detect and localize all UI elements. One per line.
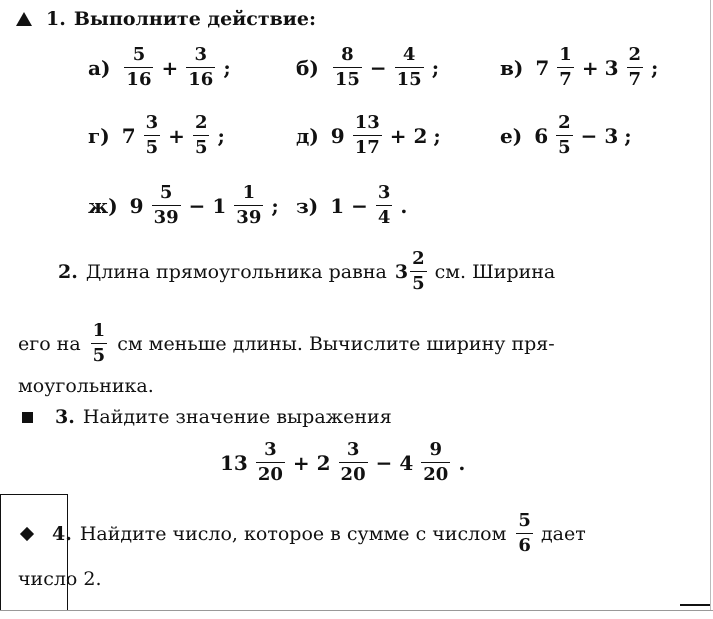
item-label: а) <box>88 55 111 80</box>
fraction <box>395 46 424 89</box>
task1-item <box>500 46 658 89</box>
denominator: 39 <box>153 207 179 228</box>
diamond-marker-icon <box>20 526 34 540</box>
item-label: з) <box>296 193 319 218</box>
operator: − 3 <box>580 123 619 148</box>
fraction <box>556 114 573 157</box>
numerator: 5 <box>132 44 146 65</box>
right-rule <box>710 0 711 610</box>
fraction <box>421 441 450 484</box>
fraction <box>124 46 153 89</box>
denominator: 7 <box>628 69 642 90</box>
task2-whole: 3 <box>394 260 409 283</box>
task1-number: 1. <box>46 8 66 30</box>
task1-title: Выполните действие: <box>73 8 316 30</box>
task1-item <box>88 184 279 227</box>
fraction <box>333 46 362 89</box>
task3-header <box>22 406 392 428</box>
task2-text-d: см меньше длины. Вычислите ширину пря- <box>117 332 555 355</box>
denominator: 17 <box>354 137 380 158</box>
task3-title: Найдите значение выражения <box>82 406 392 428</box>
bottom-rule-right <box>680 604 710 606</box>
operator: + <box>168 123 185 148</box>
whole-part: 9 <box>129 193 144 218</box>
task1-header <box>16 8 316 30</box>
operator: + <box>581 55 599 80</box>
item-end: ; <box>217 123 225 148</box>
operator: 1 − <box>330 193 368 218</box>
numerator: 2 <box>628 44 642 65</box>
fraction <box>193 114 210 157</box>
item-end: ; <box>271 193 279 218</box>
task1-item <box>88 114 225 157</box>
item-end: ; <box>624 123 632 148</box>
numerator: 1 <box>242 182 256 203</box>
denominator: 15 <box>334 69 360 90</box>
task1-item <box>500 114 632 157</box>
numerator: 9 <box>429 439 443 460</box>
item-label: ж) <box>88 193 118 218</box>
numerator: 5 <box>159 182 173 203</box>
task2-text-c: его на <box>18 332 81 355</box>
numerator: 3 <box>145 112 159 133</box>
item-label: б) <box>296 55 319 80</box>
task1-item <box>296 114 441 157</box>
whole-part: 3 <box>604 55 619 80</box>
whole-part: 9 <box>330 123 345 148</box>
numerator: 4 <box>402 44 416 65</box>
fraction <box>256 441 285 484</box>
operator: + 2 <box>292 450 331 475</box>
denominator: 4 <box>377 207 391 228</box>
task2-line2 <box>18 322 555 365</box>
bottom-rule <box>0 610 713 611</box>
triangle-marker-icon <box>16 12 32 26</box>
task4-text-b: дает <box>540 522 586 545</box>
whole-part: 7 <box>121 123 136 148</box>
denominator: 5 <box>145 137 159 158</box>
task2-fraction2: $\frac{1}{5}$ <box>92 320 106 366</box>
numerator: 1 <box>559 44 572 65</box>
numerator: 13 <box>354 112 380 133</box>
task3-number: 3. <box>55 406 75 428</box>
operator: − 1 <box>188 193 227 218</box>
whole-part: 6 <box>534 123 549 148</box>
item-end: . <box>400 193 408 218</box>
item-end: ; <box>223 55 231 80</box>
numerator: 3 <box>264 439 277 460</box>
task2-line3: моугольника. <box>18 375 154 397</box>
denominator: 5 <box>558 137 571 158</box>
fraction <box>627 46 644 89</box>
numerator: 2 <box>558 112 571 133</box>
numerator: 2 <box>194 112 208 133</box>
task1-item <box>296 46 439 89</box>
task4-number: 4. <box>52 522 72 545</box>
whole-part: 7 <box>535 55 550 80</box>
square-marker-icon <box>22 412 33 423</box>
numerator: 3 <box>194 44 208 65</box>
task4-line1 <box>22 512 586 555</box>
task1-item <box>88 46 231 89</box>
task3-expression <box>220 441 465 484</box>
item-end: ; <box>651 55 659 80</box>
numerator: 3 <box>377 182 391 203</box>
expr-end: . <box>458 450 466 475</box>
task4-line2: число 2. <box>18 568 102 590</box>
denominator: 5 <box>194 137 208 158</box>
numerator: 3 <box>346 439 360 460</box>
denominator: 7 <box>559 69 572 90</box>
denominator: 20 <box>340 464 366 485</box>
item-end: ; <box>431 55 440 80</box>
task4-text-a: Найдите число, которое в сумме с числом <box>79 522 507 545</box>
fraction <box>186 46 215 89</box>
denominator: 15 <box>396 69 422 90</box>
item-label: г) <box>88 123 110 148</box>
item-end: ; <box>433 123 441 148</box>
task1-item <box>296 184 407 227</box>
operator: + 2 <box>389 123 428 148</box>
task2-line1 <box>58 250 555 293</box>
operator: − <box>369 55 387 80</box>
operator: + <box>161 55 179 80</box>
operator: − 4 <box>375 450 414 475</box>
task2-text-b: см. Ширина <box>434 260 556 283</box>
item-label: д) <box>296 123 319 148</box>
fraction <box>144 114 161 157</box>
task2-text-a: Длина прямоугольника равна <box>85 260 387 283</box>
denominator: 16 <box>188 69 214 90</box>
numerator: 8 <box>341 44 354 65</box>
denominator: 39 <box>236 207 262 228</box>
fraction <box>557 46 574 89</box>
denominator: 20 <box>423 464 449 485</box>
fraction <box>339 441 368 484</box>
whole-part: 13 <box>220 450 248 475</box>
denominator: 16 <box>126 69 152 90</box>
item-label: е) <box>500 123 523 148</box>
task4-fraction: $\frac{5}{6}$ <box>518 510 531 556</box>
task2-number: 2. <box>58 260 78 283</box>
fraction <box>234 184 263 227</box>
fraction <box>152 184 181 227</box>
fraction <box>376 184 393 227</box>
fraction <box>353 114 382 157</box>
denominator: 20 <box>257 464 283 485</box>
item-label: в) <box>500 55 524 80</box>
task2-fraction1: $\frac{2}{5}$ <box>412 248 425 294</box>
